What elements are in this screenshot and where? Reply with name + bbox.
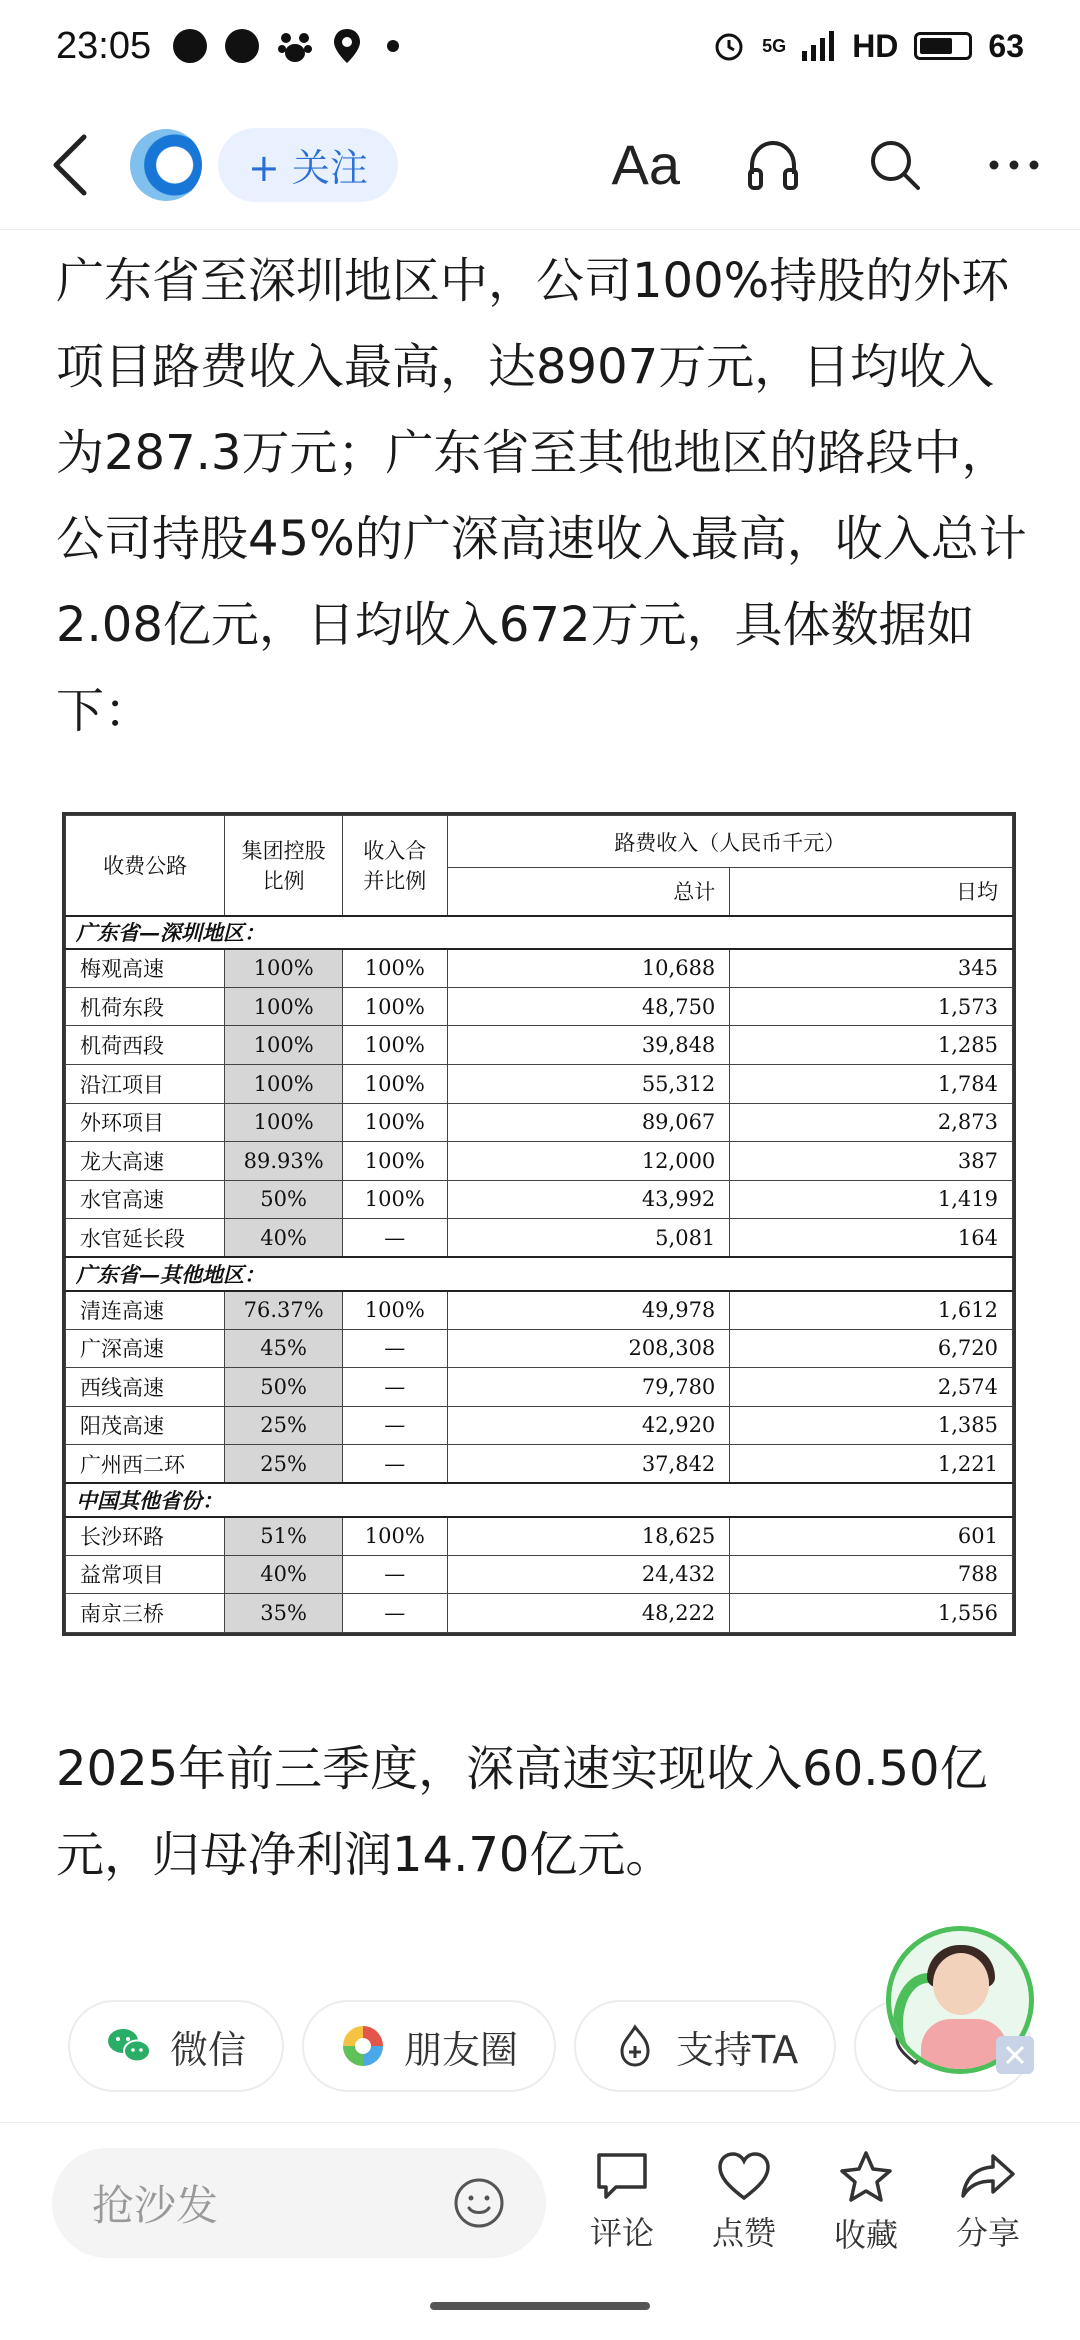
table-section-row [66, 1257, 1013, 1290]
toll-daily-cell: 345 [730, 949, 1013, 988]
consolidation-ratio-cell: — [342, 1368, 447, 1407]
toll-total-cell: 12,000 [447, 1142, 730, 1181]
holding-ratio-cell: 50% [225, 1368, 343, 1407]
network-type: 5G [762, 35, 787, 56]
toll-total-cell: 24,432 [447, 1555, 730, 1594]
toll-daily-cell: 1,385 [730, 1406, 1013, 1445]
road-name-cell: 沿江项目 [66, 1065, 225, 1104]
header-consolidation: 收入合并比例 [342, 816, 447, 916]
comment-input[interactable] [52, 2148, 546, 2258]
consolidation-ratio-cell: 100% [342, 1065, 447, 1104]
road-name-cell: 清连高速 [66, 1291, 225, 1330]
consolidation-ratio-cell: 100% [342, 987, 447, 1026]
status-right [712, 28, 1024, 65]
share-wechat-label: 微信 [170, 2027, 247, 2072]
road-name-cell: 南京三桥 [66, 1594, 225, 1633]
holding-ratio-cell: 25% [225, 1445, 343, 1484]
toll-total-cell: 55,312 [447, 1065, 730, 1104]
share-moments-label: 朋友圈 [404, 2027, 519, 2072]
signal-icon [802, 31, 836, 61]
publisher-logo[interactable] [130, 129, 202, 201]
like-label: 点赞 [711, 2213, 776, 2252]
toll-daily-cell: 1,612 [730, 1291, 1013, 1330]
chat-app-icon [225, 29, 259, 63]
toll-total-cell: 48,222 [447, 1594, 730, 1633]
table-row [66, 1291, 1013, 1330]
comment-button[interactable] [582, 2150, 662, 2256]
header-holding: 集团控股比例 [225, 816, 343, 916]
top-nav [0, 100, 1080, 230]
consolidation-ratio-cell: 100% [342, 1142, 447, 1181]
consolidation-ratio-cell: 100% [342, 1180, 447, 1219]
toll-daily-cell: 1,784 [730, 1065, 1013, 1104]
consolidation-ratio-cell: — [342, 1406, 447, 1445]
table-row [66, 1445, 1013, 1484]
table-row [66, 1329, 1013, 1368]
table-row [66, 1517, 1013, 1556]
share-moments-button[interactable] [302, 2000, 556, 2092]
road-name-cell: 阳茂高速 [66, 1406, 225, 1445]
holding-ratio-cell: 40% [225, 1219, 343, 1258]
road-name-cell: 广州西二环 [66, 1445, 225, 1484]
toll-total-cell: 208,308 [447, 1329, 730, 1368]
road-name-cell: 益常项目 [66, 1555, 225, 1594]
road-name-cell: 水官延长段 [66, 1219, 225, 1258]
consolidation-ratio-cell: 100% [342, 949, 447, 988]
consolidation-ratio-cell: — [342, 1219, 447, 1258]
emoji-icon[interactable] [452, 2176, 506, 2230]
table-section-row [66, 916, 1013, 949]
consolidation-ratio-cell: — [342, 1445, 447, 1484]
toll-total-cell: 89,067 [447, 1103, 730, 1142]
table-row [66, 1180, 1013, 1219]
article-paragraph-2: 2025年前三季度，深高速实现收入60.50亿元，归母净利润14.70亿元。 [56, 1741, 988, 1883]
font-size-button[interactable]: Aa [611, 133, 680, 196]
table-row [66, 1103, 1013, 1142]
toll-daily-cell: 1,556 [730, 1594, 1013, 1633]
toll-revenue-table [65, 815, 1013, 1633]
battery-icon [914, 32, 972, 60]
search-icon [866, 136, 924, 194]
support-button[interactable] [574, 2000, 836, 2092]
header-toll-revenue: 路费收入（人民币千元） [447, 816, 1012, 868]
table-row [66, 1065, 1013, 1104]
share-icon [959, 2150, 1017, 2202]
toll-daily-cell: 601 [730, 1517, 1013, 1556]
comment-placeholder: 抢沙发 [92, 2180, 219, 2230]
toll-total-cell: 49,978 [447, 1291, 730, 1330]
more-notifications-dot [387, 40, 399, 52]
status-time: 23:05 [56, 24, 152, 67]
article-paragraph-1: 广东省至深圳地区中，公司100%持股的外环项目路费收入最高，达8907万元，日均收入为287.3万元；广东省至其他地区的路段中，公司持股45%的广深高速收入最高，收入总计2.08亿元，日均收入672万元，具体数据如下： [56, 253, 1027, 739]
holding-ratio-cell: 100% [225, 1026, 343, 1065]
home-indicator[interactable] [430, 2302, 650, 2310]
support-icon [612, 2023, 658, 2069]
consolidation-ratio-cell: — [342, 1329, 447, 1368]
toll-total-cell: 37,842 [447, 1445, 730, 1484]
listen-button[interactable] [744, 130, 802, 200]
location-pin-icon [331, 27, 363, 65]
toll-daily-cell: 6,720 [730, 1329, 1013, 1368]
toll-daily-cell: 2,873 [730, 1103, 1013, 1142]
table-row [66, 1406, 1013, 1445]
table-row [66, 1026, 1013, 1065]
support-label: 支持TA [676, 2027, 799, 2072]
bottom-bar [0, 2122, 1080, 2282]
assistant-face [933, 1953, 989, 2015]
share-button[interactable] [948, 2150, 1028, 2256]
road-name-cell: 外环项目 [66, 1103, 225, 1142]
consolidation-ratio-cell: 100% [342, 1517, 447, 1556]
road-name-cell: 广深高速 [66, 1329, 225, 1368]
search-button[interactable] [866, 130, 924, 200]
header-total: 总计 [447, 868, 730, 916]
road-name-cell: 龙大高速 [66, 1142, 225, 1181]
holding-ratio-cell: 100% [225, 987, 343, 1026]
toll-daily-cell: 1,573 [730, 987, 1013, 1026]
toll-total-cell: 39,848 [447, 1026, 730, 1065]
toll-total-cell: 18,625 [447, 1517, 730, 1556]
holding-ratio-cell: 100% [225, 1065, 343, 1104]
header-daily: 日均 [730, 868, 1013, 916]
holding-ratio-cell: 50% [225, 1180, 343, 1219]
table-row [66, 1555, 1013, 1594]
toll-daily-cell: 1,221 [730, 1445, 1013, 1484]
headphones-icon [744, 136, 802, 194]
holding-ratio-cell: 100% [225, 1103, 343, 1142]
notification-icons [173, 27, 399, 65]
toll-total-cell: 79,780 [447, 1368, 730, 1407]
consolidation-ratio-cell: 100% [342, 1026, 447, 1065]
status-bar [0, 0, 1080, 92]
toll-total-cell: 48,750 [447, 987, 730, 1026]
table-row [66, 1368, 1013, 1407]
road-name-cell: 水官高速 [66, 1180, 225, 1219]
table-row [66, 1594, 1013, 1633]
toll-daily-cell: 2,574 [730, 1368, 1013, 1407]
holding-ratio-cell: 89.93% [225, 1142, 343, 1181]
holding-ratio-cell: 45% [225, 1329, 343, 1368]
toll-daily-cell: 387 [730, 1142, 1013, 1181]
comment-icon [594, 2150, 650, 2202]
assistant-body [921, 2019, 1007, 2074]
holding-ratio-cell: 76.37% [225, 1291, 343, 1330]
road-name-cell: 机荷西段 [66, 1026, 225, 1065]
star-icon [838, 2150, 894, 2204]
toll-revenue-table-image [62, 812, 1016, 1636]
wechat-icon [106, 2023, 152, 2069]
holding-ratio-cell: 40% [225, 1555, 343, 1594]
collect-button[interactable] [826, 2150, 906, 2256]
message-app-icon [173, 29, 207, 63]
share-label: 分享 [955, 2213, 1020, 2252]
table-row [66, 949, 1013, 988]
toll-daily-cell: 1,419 [730, 1180, 1013, 1219]
consolidation-ratio-cell: — [342, 1555, 447, 1594]
holding-ratio-cell: 25% [225, 1406, 343, 1445]
toll-total-cell: 10,688 [447, 949, 730, 988]
consolidation-ratio-cell: — [342, 1594, 447, 1633]
like-icon [716, 2150, 772, 2202]
battery-level: 63 [988, 27, 1024, 64]
alarm-icon [712, 29, 746, 63]
table-row [66, 987, 1013, 1026]
holding-ratio-cell: 51% [225, 1517, 343, 1556]
more-button[interactable] [988, 130, 1040, 200]
like-button[interactable] [704, 2150, 784, 2256]
toll-daily-cell: 1,285 [730, 1026, 1013, 1065]
road-name-cell: 西线高速 [66, 1368, 225, 1407]
back-button[interactable] [40, 125, 100, 205]
toll-daily-cell: 788 [730, 1555, 1013, 1594]
road-name-cell: 机荷东段 [66, 987, 225, 1026]
toll-total-cell: 43,992 [447, 1180, 730, 1219]
close-icon [1004, 2044, 1026, 2066]
toll-total-cell: 5,081 [447, 1219, 730, 1258]
toll-daily-cell: 164 [730, 1219, 1013, 1258]
hd-indicator: HD [852, 27, 899, 64]
table-row [66, 1219, 1013, 1258]
assistant-close-button[interactable] [996, 2036, 1034, 2074]
more-icon [988, 158, 1040, 172]
holding-ratio-cell: 100% [225, 949, 343, 988]
holding-ratio-cell: 35% [225, 1594, 343, 1633]
road-name-cell: 梅观高速 [66, 949, 225, 988]
share-wechat-button[interactable] [68, 2000, 284, 2092]
consolidation-ratio-cell: 100% [342, 1291, 447, 1330]
collect-label: 收藏 [833, 2215, 898, 2254]
table-section-title: 广东省—深圳地区： [66, 916, 1013, 949]
baidu-icon [277, 28, 313, 64]
comment-label: 评论 [589, 2213, 654, 2252]
consolidation-ratio-cell: 100% [342, 1103, 447, 1142]
table-section-title: 广东省—其他地区： [66, 1257, 1013, 1290]
bottom-actions [582, 2150, 1028, 2256]
header-road: 收费公路 [66, 816, 225, 916]
follow-button[interactable]: + 关注 [218, 128, 398, 202]
table-row [66, 1142, 1013, 1181]
toll-total-cell: 42,920 [447, 1406, 730, 1445]
table-section-row [66, 1483, 1013, 1516]
moments-icon [340, 2023, 386, 2069]
back-arrow-icon [50, 133, 90, 197]
table-section-title: 中国其他省份： [66, 1483, 1013, 1516]
road-name-cell: 长沙环路 [66, 1517, 225, 1556]
nav-actions [612, 130, 1041, 200]
